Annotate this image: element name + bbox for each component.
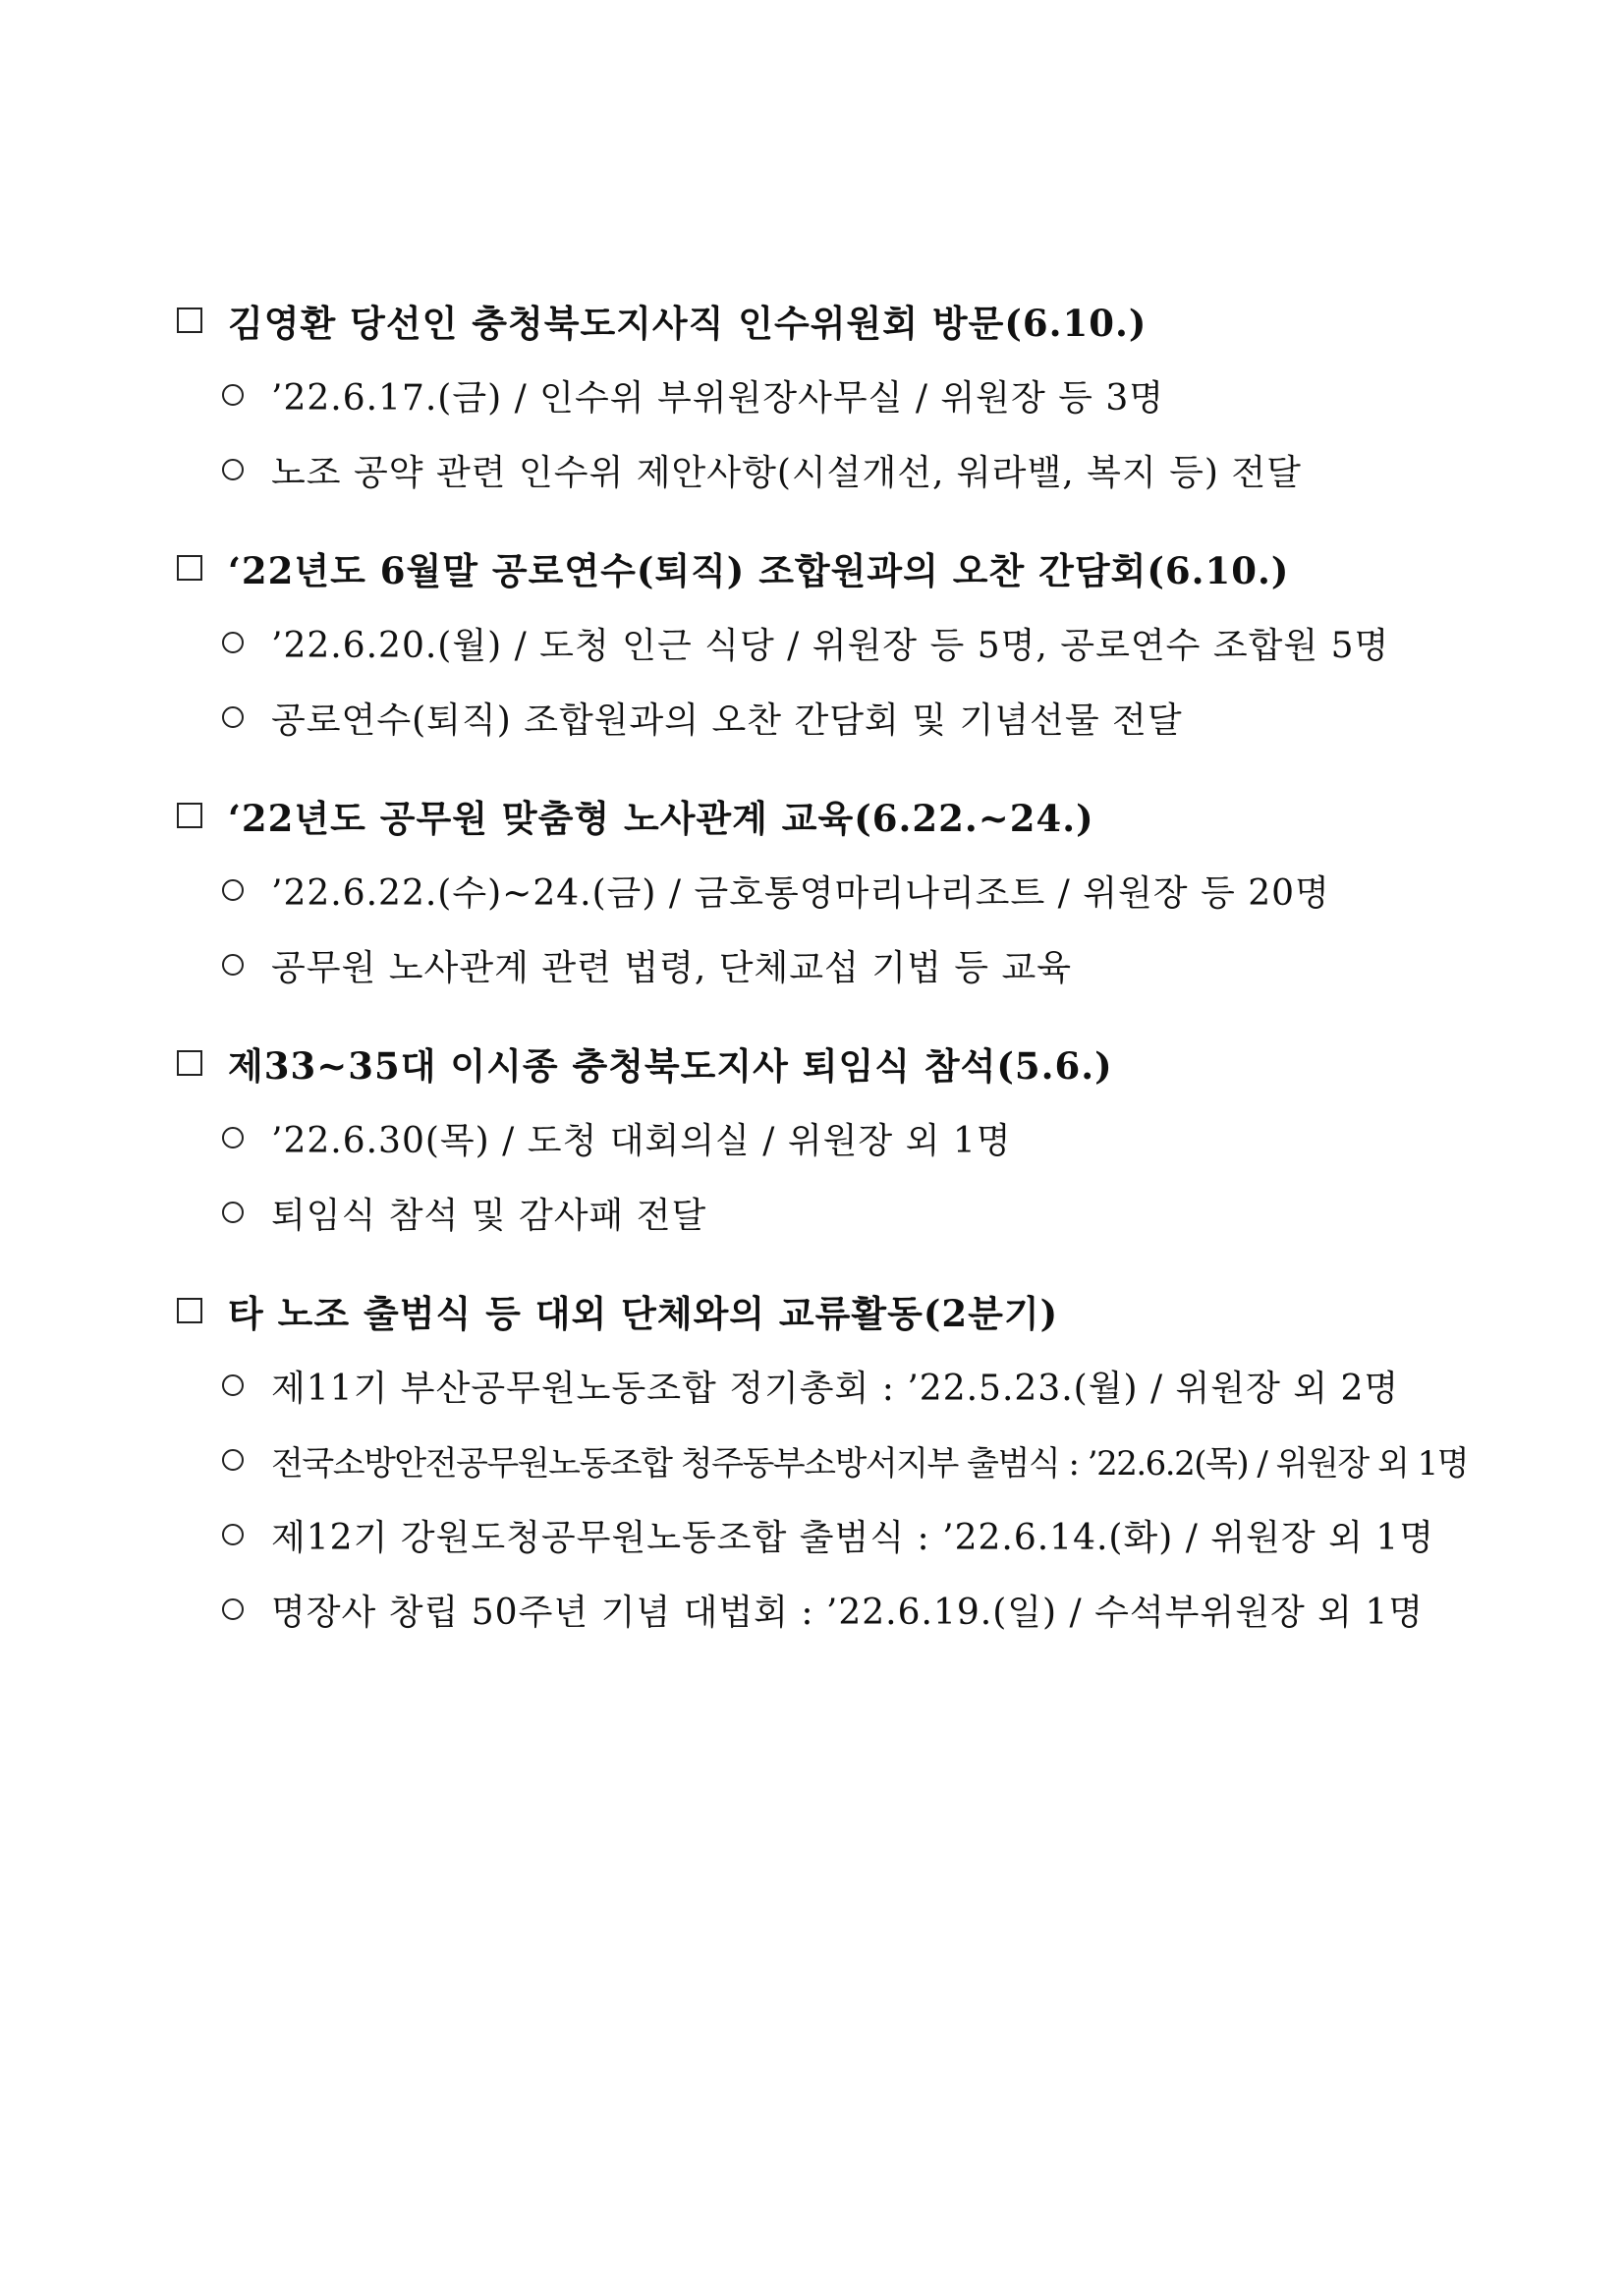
list-item-text: 명장사 창립 50주년 기념 대법회 : ’22.6.19.(일) / 수석부위원장 외 1명 bbox=[271, 1592, 1425, 1633]
section-heading bbox=[177, 1282, 1484, 1339]
list-item bbox=[177, 1506, 1484, 1563]
circle-bullet-icon bbox=[222, 954, 244, 976]
section-5 bbox=[177, 1282, 1484, 1638]
circle-bullet-icon bbox=[222, 384, 244, 406]
section-heading bbox=[177, 292, 1484, 349]
circle-bullet-icon bbox=[222, 1524, 244, 1545]
list-item bbox=[177, 689, 1484, 746]
section-3 bbox=[177, 787, 1484, 993]
list-item bbox=[177, 1184, 1484, 1241]
list-item bbox=[177, 1431, 1484, 1488]
list-item bbox=[177, 366, 1484, 423]
circle-bullet-icon bbox=[222, 1202, 244, 1223]
circle-bullet-icon bbox=[222, 1449, 244, 1471]
list-item-text: ’22.6.22.(수)~24.(금) / 금호통영마리나리조트 / 위원장 등 20명 bbox=[271, 872, 1330, 914]
list-item bbox=[177, 1357, 1484, 1414]
list-item bbox=[177, 1581, 1484, 1638]
checkbox-bullet-icon bbox=[177, 1298, 202, 1323]
section-heading-text: ‘22년도 6월말 공로연수(퇴직) 조합원과의 오찬 간담회(6.10.) bbox=[228, 549, 1290, 592]
circle-bullet-icon bbox=[222, 459, 244, 480]
circle-bullet-icon bbox=[222, 1374, 244, 1396]
list-item bbox=[177, 614, 1484, 671]
list-item-text: 공로연수(퇴직) 조합원과의 오찬 간담회 및 기념선물 전달 bbox=[271, 700, 1183, 741]
list-item-text: 전국소방안전공무원노동조합 청주동부소방서지부 출범식 : ’22.6.2(목) / 위원장 외 1명 bbox=[271, 1443, 1469, 1484]
list-item-text: 제11기 부산공무원노동조합 정기총회 : ’22.5.23.(월) / 위원장 외 2명 bbox=[271, 1368, 1400, 1409]
checkbox-bullet-icon bbox=[177, 803, 202, 828]
list-item bbox=[177, 862, 1484, 919]
list-item bbox=[177, 1109, 1484, 1166]
circle-bullet-icon bbox=[222, 1127, 244, 1148]
circle-bullet-icon bbox=[222, 879, 244, 901]
circle-bullet-icon bbox=[222, 632, 244, 653]
list-item-text: 퇴임식 참석 및 감사패 전달 bbox=[271, 1195, 707, 1236]
section-heading bbox=[177, 1035, 1484, 1092]
list-item-text: 제12기 강원도청공무원노동조합 출범식 : ’22.6.14.(화) / 위원장 외 1명 bbox=[271, 1517, 1434, 1558]
list-item bbox=[177, 936, 1484, 993]
list-item-text: ’22.6.30(목) / 도청 대회의실 / 위원장 외 1명 bbox=[271, 1120, 1012, 1161]
section-heading-text: 타 노조 출범식 등 대외 단체와의 교류활동(2분기) bbox=[228, 1292, 1059, 1335]
list-item bbox=[177, 441, 1484, 498]
circle-bullet-icon bbox=[222, 1598, 244, 1620]
section-4 bbox=[177, 1035, 1484, 1241]
circle-bullet-icon bbox=[222, 706, 244, 728]
section-heading-text: 제33~35대 이시종 충청북도지사 퇴임식 참석(5.6.) bbox=[228, 1044, 1113, 1088]
list-item-text: ’22.6.17.(금) / 인수위 부위원장사무실 / 위원장 등 3명 bbox=[271, 377, 1165, 419]
section-heading bbox=[177, 539, 1484, 596]
checkbox-bullet-icon bbox=[177, 1050, 202, 1076]
section-2 bbox=[177, 539, 1484, 746]
section-heading-text: ‘22년도 공무원 맞춤형 노사관계 교육(6.22.~24.) bbox=[228, 797, 1094, 840]
checkbox-bullet-icon bbox=[177, 555, 202, 581]
section-heading-text: 김영환 당선인 충청북도지사직 인수위원회 방문(6.10.) bbox=[228, 302, 1148, 345]
list-item-text: 노조 공약 관련 인수위 제안사항(시설개선, 워라밸, 복지 등) 전달 bbox=[271, 452, 1302, 493]
section-1 bbox=[177, 292, 1484, 498]
checkbox-bullet-icon bbox=[177, 308, 202, 333]
list-item-text: 공무원 노사관계 관련 법령, 단체교섭 기법 등 교육 bbox=[271, 947, 1073, 988]
section-heading bbox=[177, 787, 1484, 844]
list-item-text: ’22.6.20.(월) / 도청 인근 식당 / 위원장 등 5명, 공로연수 조합원 5명 bbox=[271, 625, 1390, 666]
